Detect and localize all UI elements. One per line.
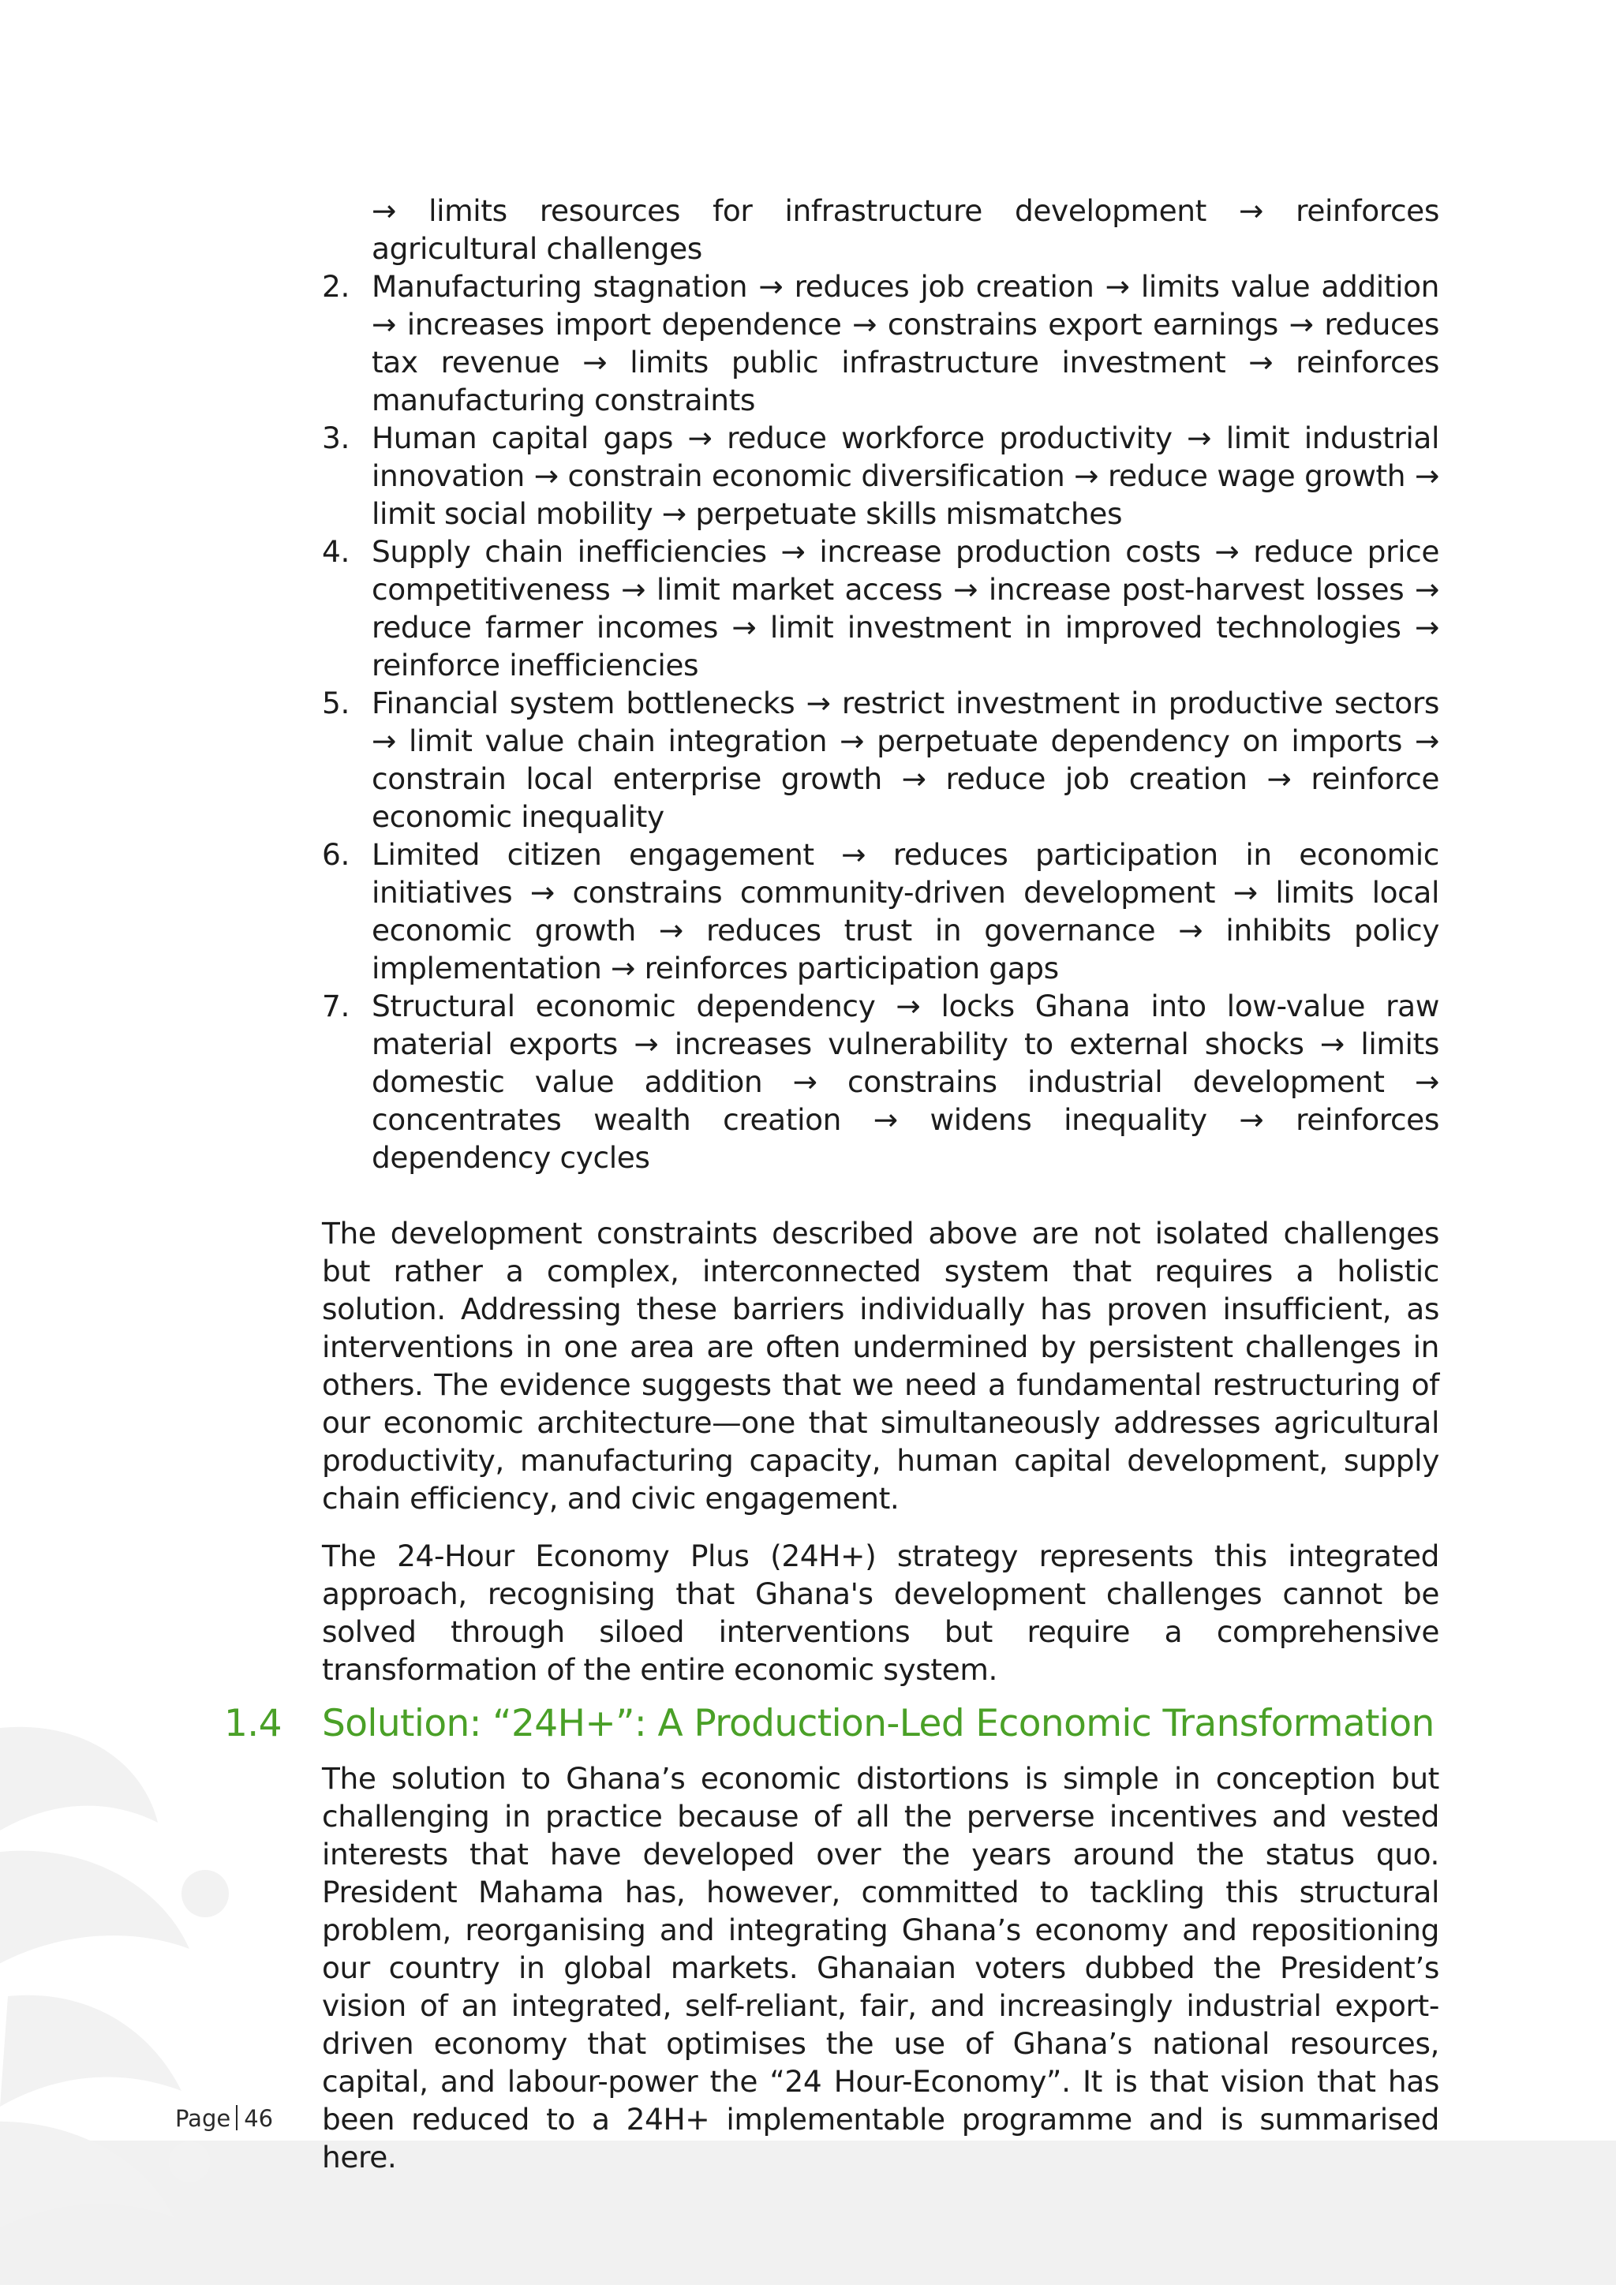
kente-pattern-watermark-icon [0, 1696, 292, 2296]
section-heading [224, 1700, 1439, 1748]
page-word: Page [175, 2105, 231, 2132]
list-item [322, 684, 1439, 836]
list-item-text: Manufacturing stagnation → reduces job creation → limits value addition → increases import dependence → constrains export earnings → reduces tax revenue → limits public infrastructure investment → reinforces manufacturing constraints [372, 269, 1439, 417]
list-item [322, 419, 1439, 533]
list-item-text: Limited citizen engagement → reduces participation in economic initiatives → constrains community-driven development → limits local economic growth → reduces trust in governance → inhibits policy implementation → reinforces participation gaps [372, 837, 1439, 985]
list-item [322, 987, 1439, 1176]
section-title: Solution: “24H+”: A Production-Led Economic Transformation [322, 1702, 1435, 1745]
list-item-number: 6. [322, 837, 350, 872]
body-paragraph: The development constraints described above are not isolated challenges but rather a complex, interconnected system that requires a holistic solution. Addressing these barriers individually has proven insufficient, as interventions in one area are often undermined by persistent challenges in others. The evidence suggests that we need a fundamental restructuring of our economic architecture—one that simultaneously addresses agricultural productivity, manufacturing capacity, human capital development, supply chain efficiency, and civic engagement. [322, 1216, 1439, 1516]
list-item-number: 7. [322, 989, 350, 1023]
section-number: 1.4 [224, 1702, 282, 1745]
list-item-text: Financial system bottlenecks → restrict investment in productive sectors → limit value chain integration → perpetuate dependency on imports → constrain local enterprise growth → reduce job creation → reinforce economic inequality [372, 686, 1439, 834]
body-paragraph: The 24-Hour Economy Plus (24H+) strategy represents this integrated approach, recognising that Ghana's development challenges cannot be solved through siloed interventions but require a comprehensive transformation of the entire economic system. [322, 1539, 1439, 1687]
list-item-continuation [322, 192, 1439, 267]
numbered-list [322, 267, 1439, 1176]
list-item [322, 836, 1439, 987]
list-item [322, 267, 1439, 419]
list-item [322, 533, 1439, 684]
list-item-number: 4. [322, 534, 350, 569]
page-separator [236, 2105, 238, 2130]
list-item-text: Supply chain inefficiencies → increase production costs → reduce price competitiveness → limit market access → increase post-harvest losses → reduce farmer incomes → limit investment in improved technologies → reinforce inefficiencies [372, 534, 1439, 682]
list-item-number: 5. [322, 686, 350, 720]
list-item-text: → limits resources for infrastructure development → reinforces agricultural challenges [372, 193, 1439, 266]
list-item-text: Structural economic dependency → locks Ghana into low-value raw material exports → increases vulnerability to external shocks → limits domestic value addition → constrains industrial development → concentrates wealth creation → widens inequality → reinforces dependency cycles [372, 989, 1439, 1175]
page-number-label [175, 2103, 273, 2134]
section-paragraph: The solution to Ghana’s economic distortions is simple in conception but challenging in practice because of all the perverse incentives and vested interests that have developed over the years around the status quo. President Mahama has, however, committed to tackling this structural problem, reorganising and integrating Ghana’s economy and repositioning our country in global markets. Ghanaian voters dubbed the President’s vision of an integrated, self-reliant, fair, and increasingly industrial export-driven economy that optimises the use of Ghana’s national resources, capital, and labour-power the “24 Hour-Economy”. It is that vision that has been reduced to a 24H+ implementable programme and is summarised here. [322, 1761, 1439, 2174]
page-number: 46 [244, 2105, 274, 2132]
list-item-number: 2. [322, 269, 350, 304]
list-item-text: Human capital gaps → reduce workforce productivity → limit industrial innovation → constrain economic diversification → reduce wage growth → limit social mobility → perpetuate skills mismatches [372, 421, 1439, 531]
list-item-number: 3. [322, 421, 350, 455]
